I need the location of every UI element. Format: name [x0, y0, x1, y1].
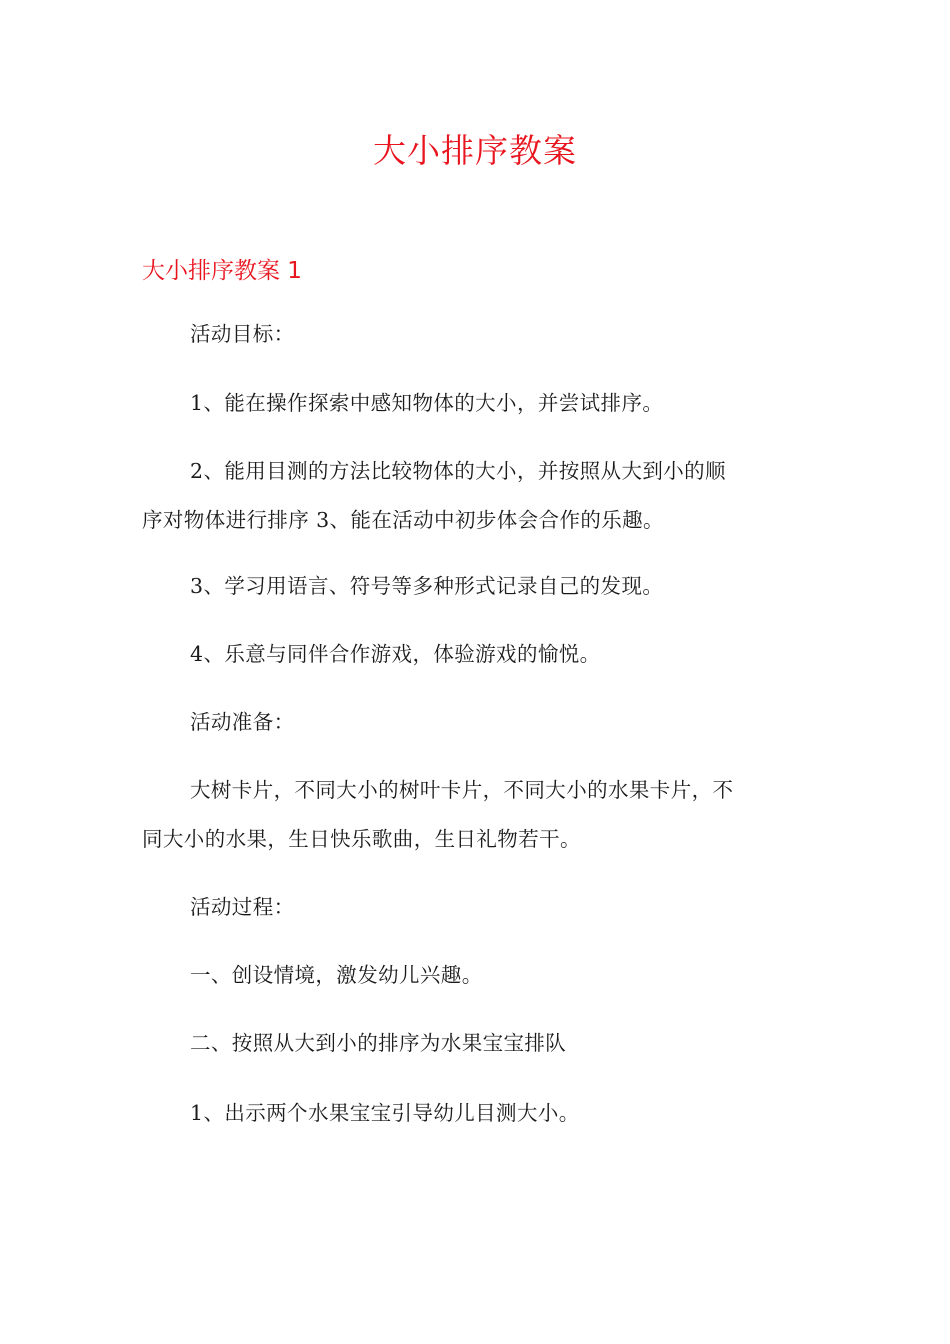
paragraph-line: 活动准备： [190, 710, 295, 734]
paragraph-activity-goals-label [142, 310, 812, 359]
paragraph-line: 二、按照从大到小的排序为水果宝宝排队 [190, 1031, 567, 1055]
paragraph-line: 1、出示两个水果宝宝引导幼儿目测大小。 [190, 1101, 580, 1125]
paragraph-line: 大树卡片，不同大小的树叶卡片，不同大小的水果卡片，不 [190, 778, 734, 802]
section-heading: 大小排序教案 1 [142, 258, 302, 284]
paragraph-preparation-materials [142, 766, 812, 864]
paragraph-goal-4 [142, 630, 812, 679]
paragraph-line: 一、创设情境，激发幼儿兴趣。 [190, 963, 483, 987]
paragraph-process-substep-1 [142, 1089, 812, 1138]
paragraph-goal-2 [142, 447, 812, 545]
document-title: 大小排序教案 [373, 131, 577, 170]
paragraph-line: 序对物体进行排序 3、能在活动中初步体会合作的乐趣。 [142, 508, 664, 532]
paragraph-process-step-2 [142, 1019, 812, 1068]
paragraph-line: 活动目标： [190, 322, 295, 346]
paragraph-activity-process-label [142, 883, 812, 932]
paragraph-line: 2、能用目测的方法比较物体的大小，并按照从大到小的顺 [190, 459, 726, 483]
paragraph-goal-3 [142, 562, 812, 611]
paragraph-process-step-1 [142, 951, 812, 1000]
paragraph-activity-preparation-label [142, 698, 812, 747]
paragraph-line: 活动过程： [190, 895, 295, 919]
paragraph-line: 1、能在操作探索中感知物体的大小，并尝试排序。 [190, 391, 664, 415]
paragraph-line: 4、乐意与同伴合作游戏，体验游戏的愉悦。 [190, 642, 601, 666]
paragraph-goal-1 [142, 379, 812, 428]
paragraph-line: 3、学习用语言、符号等多种形式记录自己的发现。 [190, 574, 664, 598]
paragraph-line: 同大小的水果，生日快乐歌曲，生日礼物若干。 [142, 827, 581, 851]
